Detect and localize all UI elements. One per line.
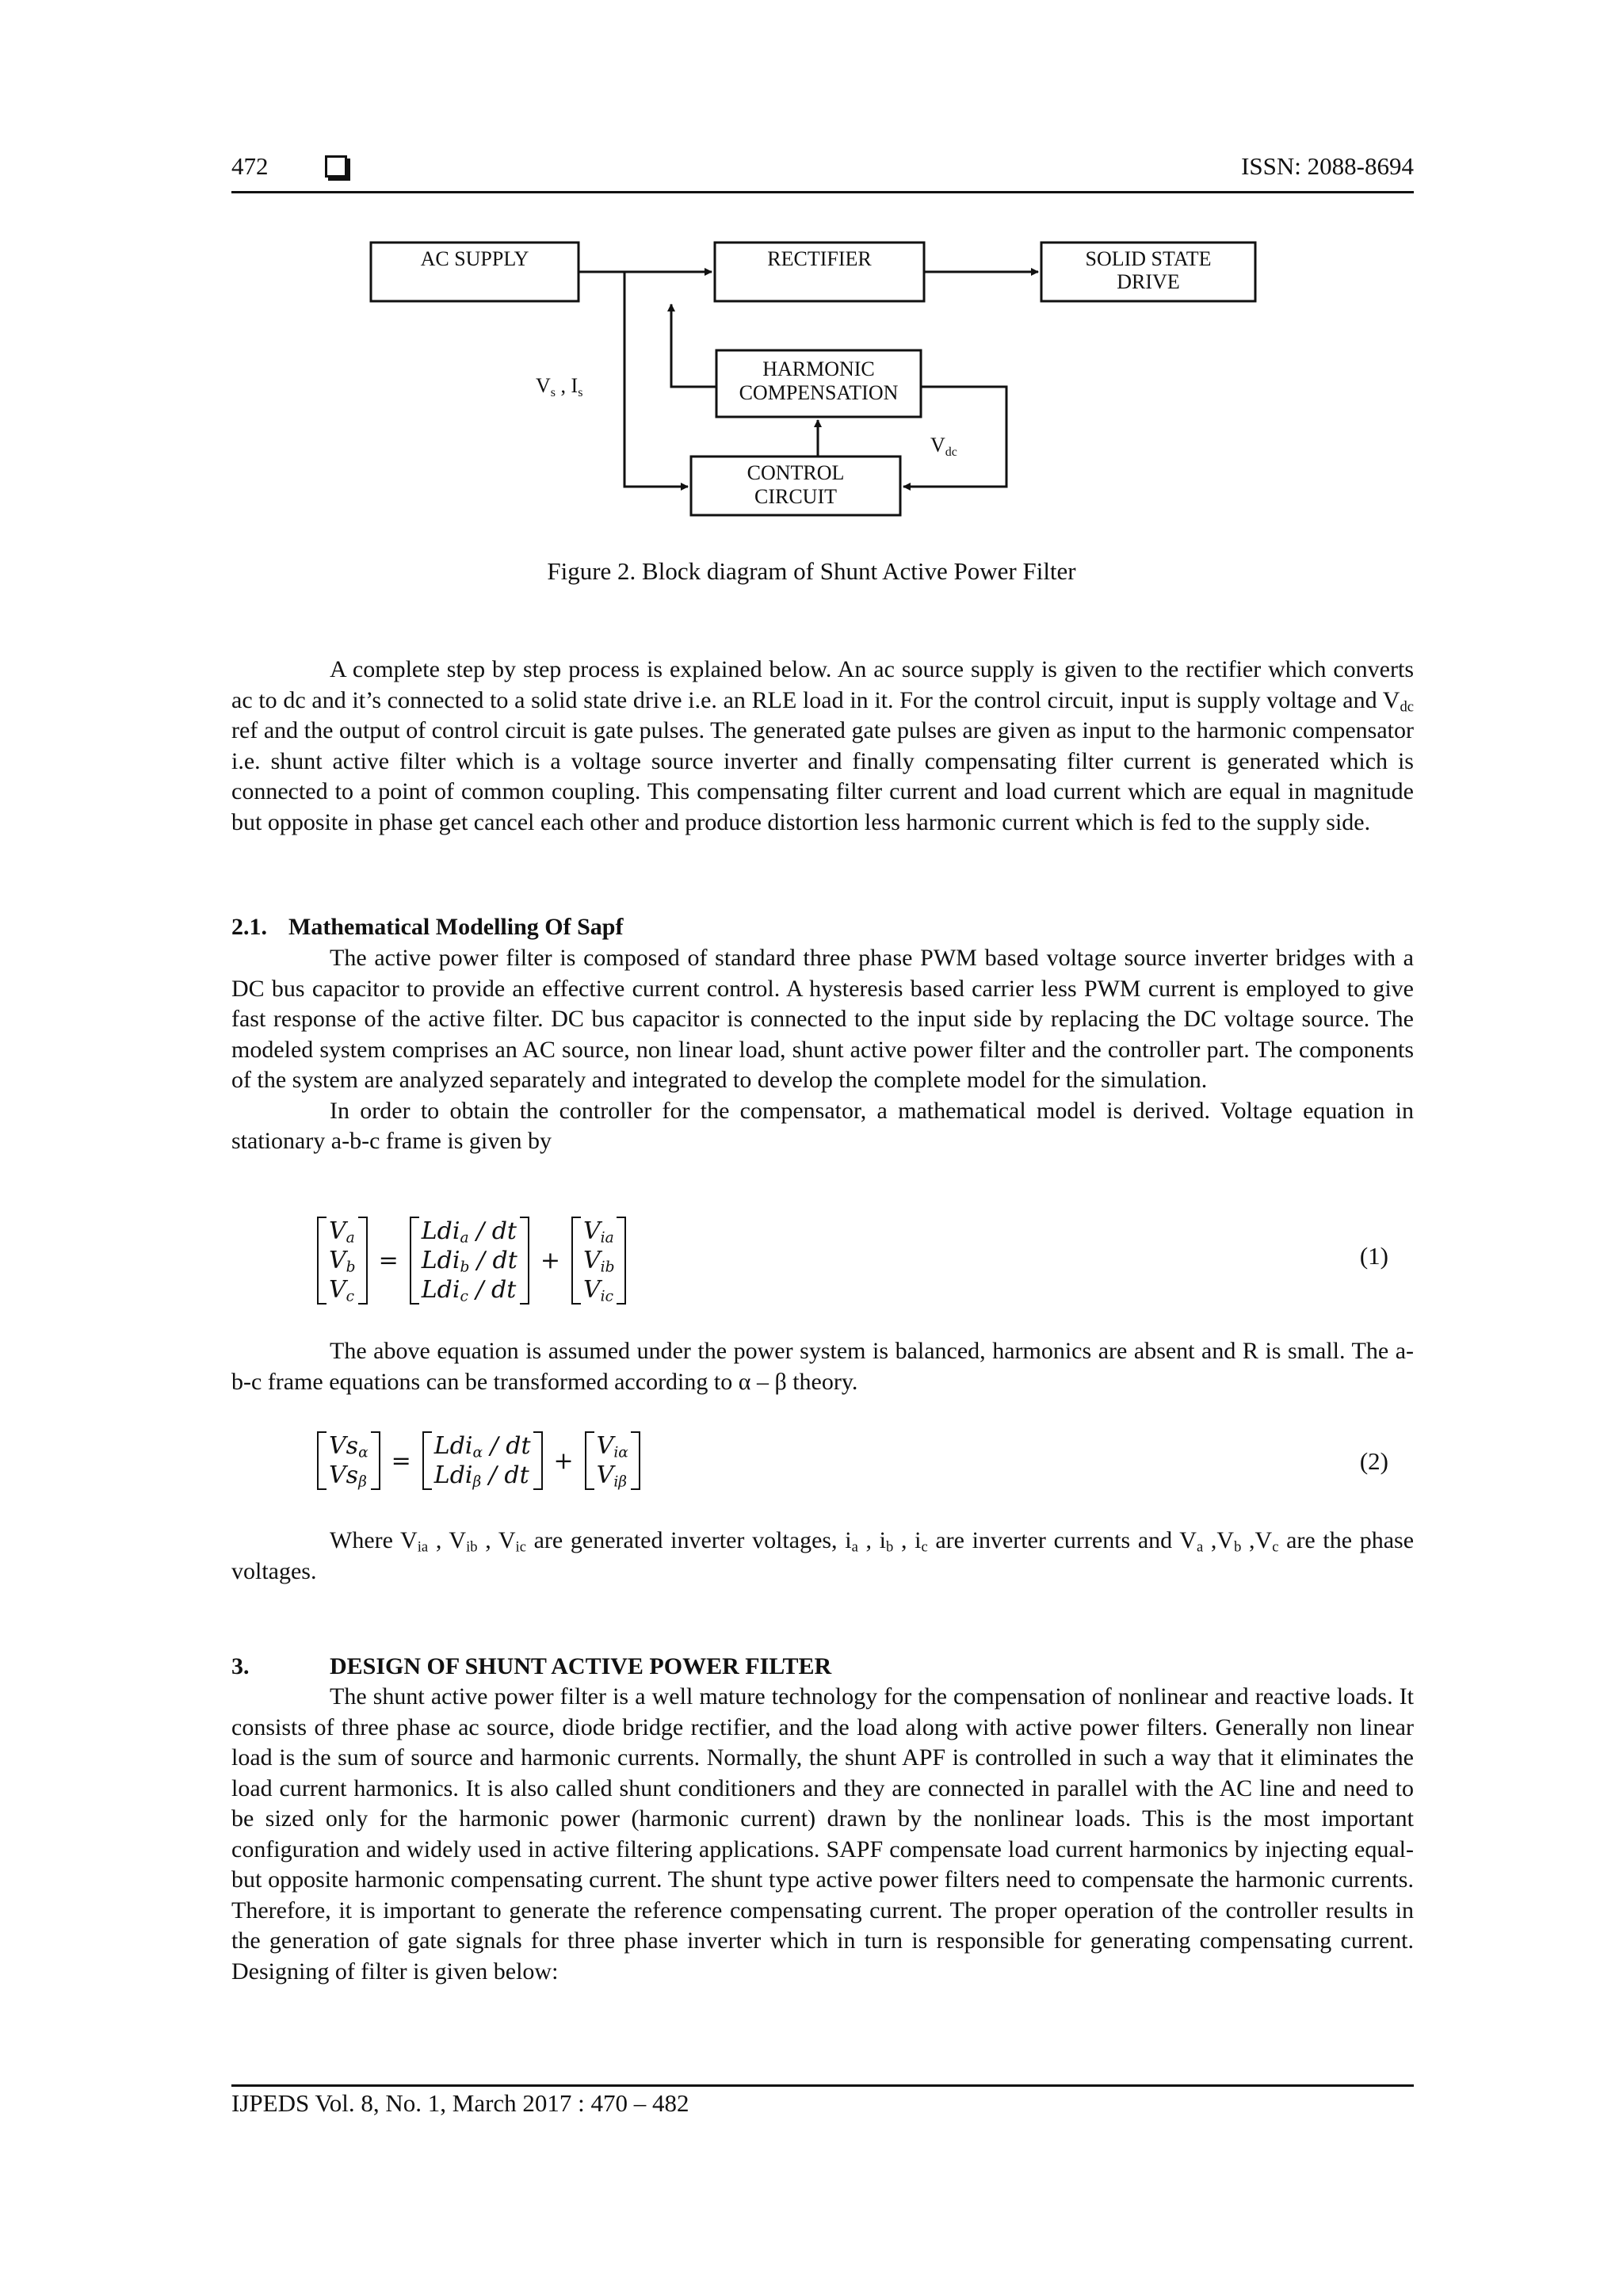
page-number: 472 bbox=[231, 152, 269, 180]
solid-state-label: SOLID STATE bbox=[1085, 247, 1212, 270]
control-label: CONTROL bbox=[747, 461, 845, 484]
journal-footer: IJPEDS Vol. 8, No. 1, March 2017 : 470 – 482 bbox=[231, 2089, 689, 2117]
section-3-heading: 3. DESIGN OF SHUNT ACTIVE POWER FILTER bbox=[231, 1653, 832, 1679]
vdc-label: Vdc bbox=[930, 434, 957, 459]
figure-caption: Figure 2. Block diagram of Shunt Active Power Filter bbox=[547, 557, 1076, 585]
compensation-label: COMPENSATION bbox=[739, 381, 899, 404]
circuit-label: CIRCUIT bbox=[754, 485, 837, 508]
equation-1-number: (1) bbox=[1359, 1242, 1388, 1270]
section-2-1-heading: 2.1. Mathematical Modelling Of Sapf bbox=[231, 914, 624, 940]
equation-1: $V_a$ $V_b$ $V_c$ = Ldi$_a$ / dt Ldi$_b$ / dt Ldi$_c$ / dt + $V_{ia}$ $V_{ib}$ $V_{ic}$ bbox=[317, 1217, 626, 1312]
block-diagram bbox=[231, 222, 1414, 539]
equation-2: $Vs_\alpha$ $Vs_\beta$ = Ldi$_\alpha$ / dt Ldi$_\beta$ / dt + $V_{i\alpha}$ $V_{i\beta}$ bbox=[317, 1431, 640, 1526]
where-paragraph: Where $V_{ia}$ , $V_{ib}$ , $V_{ic}$ are generated inverter voltages, $i_a$ , $i_b$ , $i_c$ are inverter currents and $V_a$ $,V_b$ $,V_c$ are the phase voltages. bbox=[231, 1527, 1415, 1584]
harmonic-label: HARMONIC bbox=[762, 357, 875, 380]
issn: ISSN: 2088-8694 bbox=[1241, 152, 1414, 180]
running-header bbox=[231, 152, 1414, 190]
footer-rule bbox=[231, 2084, 1414, 2087]
section-2-1-body: The active power filter is composed of standard three phase PWM based voltage source inverter bridges with a DC bus capacitor to provide an effective current control. A hysteresis based carrier less PWM current is employed to give fast response of the active filter. DC bus capacitor is connected to the input side by replacing the DC voltage source. The modeled system comprises an AC source, non linear load, shunt active power filter and the controller part. The components of the system are analyzed separately and integrated to develop the complete model for the simulation. In order to obtain the controller for the compensator, a mathematical model is derived. Voltage equation in stationary a-b-c frame is given by bbox=[231, 945, 1414, 1154]
equation-explanation: The above equation is assumed under the power system is balanced, harmonics are absent and R is small. The a-b-c frame equations can be transformed according to α – β theory. bbox=[231, 1338, 1414, 1395]
header-rule bbox=[231, 191, 1414, 193]
drive-label: DRIVE bbox=[1117, 270, 1180, 293]
square-bullet-icon bbox=[325, 155, 347, 178]
section-3-body: The shunt active power filter is a well mature technology for the compensation of nonlinear and reactive loads. It consists of three phase ac source, diode bridge rectifier, and the load along with active power filters. Generally non linear load is the sum of source and harmonic currents. Normally, the shunt APF is controlled in such a way that it eliminates the load current harmonics. It is also called shunt conditioners and they are connected in parallel with the AC line and need to be sized only for the harmonic power (harmonic current) drawn by the nonlinear loads. This is the most important configuration and widely used in active filtering applications. SAPF compensate load current harmonics by injecting equal-but opposite harmonic compensating current. The shunt type active power filters need to compensate the harmonic currents. Therefore, it is important to generate the reference compensating current. The proper operation of the controller results in the generation of gate signals for three phase inverter which in turn is responsible for generating compensating current. Designing of filter is given below: bbox=[231, 1683, 1414, 1985]
vs-is-label: Vs , Is bbox=[536, 374, 583, 399]
rectifier-label: RECTIFIER bbox=[767, 247, 872, 270]
ac-supply-label: AC SUPPLY bbox=[420, 247, 529, 270]
equation-2-number: (2) bbox=[1359, 1447, 1388, 1475]
intro-paragraph: A complete step by step process is explained below. An ac source supply is given to the rectifier which converts ac to dc and it’s connected to a solid state drive i.e. an RLE load in it. For the control circuit, input is supply voltage and $V_{dc}$ ref and the output of control circuit is gate pulses. The generated gate pulses are given as input to the harmonic compensator i.e. shunt active filter which is a voltage source inverter and finally compensating filter current is generated which is connected to a point of common coupling. This compensating filter current and load current which are equal in magnitude but opposite in phase get cancel each other and produce distortion less harmonic current which is fed to the supply side. bbox=[231, 656, 1414, 835]
